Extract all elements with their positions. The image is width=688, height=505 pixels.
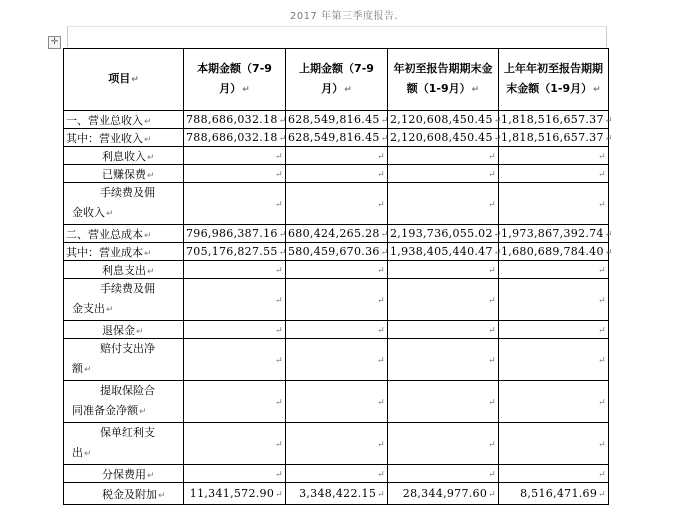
amount-value: 2,193,736,055.02 (390, 227, 493, 240)
amount-cell: 3,348,422.15↵ (286, 483, 388, 505)
amount-cell: ↵ (184, 321, 286, 339)
table-row (64, 225, 609, 243)
table-row (64, 381, 609, 423)
table-row (64, 183, 609, 225)
row-label-cell: 退保金↵ (64, 321, 184, 339)
amount-cell: 788,686,032.18↵ (184, 129, 286, 147)
amount-cell: 628,549,816.45↵ (286, 129, 388, 147)
amount-cell: ↵ (499, 381, 609, 423)
amount-cell: 1,818,516,657.37↵ (499, 111, 609, 129)
amount-cell: ↵ (184, 423, 286, 465)
amount-cell: 680,424,265.28↵ (286, 225, 388, 243)
row-label-cell (64, 423, 184, 465)
amount-value: 1,818,516,657.37 (501, 131, 604, 144)
amount-cell: 2,120,608,450.45↵ (388, 129, 499, 147)
amount-cell: ↵ (286, 339, 388, 381)
amount-cell: ↵ (184, 381, 286, 423)
move-handle-icon[interactable]: ✛ (48, 36, 61, 49)
row-label: 手续费及佣 (100, 282, 155, 295)
row-label: 利息支出 (102, 263, 146, 277)
amount-cell: ↵ (388, 147, 499, 165)
table-row (64, 165, 609, 183)
amount-cell: ↵ (286, 279, 388, 321)
amount-cell: 580,459,670.36↵ (286, 243, 388, 261)
amount-cell: ↵ (499, 423, 609, 465)
column-header: 项目↵ (64, 49, 184, 111)
amount-cell: ↵ (388, 165, 499, 183)
amount-cell: 1,680,689,784.40↵ (499, 243, 609, 261)
amount-cell: ↵ (388, 261, 499, 279)
table-row (64, 261, 609, 279)
row-label-cell: 利息收入↵ (64, 147, 184, 165)
document-header-title: 2017 年第三季度报告. (289, 11, 399, 22)
amount-cell: ↵ (388, 339, 499, 381)
table-row (64, 483, 609, 505)
amount-cell: ↵ (184, 183, 286, 225)
amount-value: 1,973,867,392.74 (501, 227, 604, 240)
table-row (64, 339, 609, 381)
amount-cell: ↵ (286, 321, 388, 339)
amount-cell: 796,986,387.16↵ (184, 225, 286, 243)
amount-cell: ↵ (286, 147, 388, 165)
amount-cell: ↵ (286, 261, 388, 279)
amount-cell: 705,176,827.55↵ (184, 243, 286, 261)
table-row (64, 321, 609, 339)
table-row (64, 147, 609, 165)
amount-cell: ↵ (499, 147, 609, 165)
row-label: 其中：营业成本 (66, 245, 143, 259)
amount-value: 1,818,516,657.37 (501, 113, 604, 126)
amount-cell: 1,818,516,657.37↵ (499, 129, 609, 147)
amount-cell: ↵ (388, 381, 499, 423)
amount-cell: ↵ (184, 339, 286, 381)
row-label: 金收入↵ (72, 206, 114, 219)
row-label: 退保金 (102, 323, 135, 337)
column-header: 上期金额（7-9 月）↵ (286, 49, 388, 111)
row-label: 金支出↵ (72, 302, 114, 315)
row-label-cell: 已赚保费↵ (64, 165, 184, 183)
amount-cell: ↵ (286, 465, 388, 483)
table-row (64, 111, 609, 129)
amount-cell: 2,193,736,055.02↵ (388, 225, 499, 243)
amount-cell: ↵ (388, 183, 499, 225)
amount-cell: ↵ (286, 165, 388, 183)
amount-cell: 8,516,471.69↵ (499, 483, 609, 505)
amount-value: 580,459,670.36 (288, 245, 380, 258)
column-header: 年初至报告期期末金额（1-9月）↵ (388, 49, 499, 111)
row-label: 一、营业总收入 (66, 113, 143, 127)
amount-value: 628,549,816.45 (288, 131, 380, 144)
amount-cell: ↵ (388, 321, 499, 339)
row-label-cell (64, 183, 184, 225)
amount-value: 796,986,387.16 (186, 227, 278, 240)
row-label: 分保费用 (102, 467, 146, 481)
row-label-cell (64, 381, 184, 423)
amount-cell: 1,973,867,392.74↵ (499, 225, 609, 243)
amount-value: 788,686,032.18 (186, 131, 278, 144)
amount-value: 628,549,816.45 (288, 113, 380, 126)
table-row (64, 243, 609, 261)
row-label: 保单红利支 (100, 426, 155, 439)
amount-value: 680,424,265.28 (288, 227, 380, 240)
row-label: 额↵ (72, 362, 92, 375)
amount-cell: ↵ (499, 261, 609, 279)
table-header-row (64, 49, 609, 111)
row-label: 手续费及佣 (100, 186, 155, 199)
amount-value: 28,344,977.60 (402, 487, 488, 500)
amount-cell: ↵ (499, 183, 609, 225)
amount-cell: 2,120,608,450.45↵ (388, 111, 499, 129)
amount-cell: 1,938,405,440.47↵ (388, 243, 499, 261)
amount-cell: ↵ (286, 423, 388, 465)
amount-value: 1,680,689,784.40 (501, 245, 604, 258)
row-label: 二、营业总成本 (66, 227, 143, 241)
row-label-cell: 利息支出↵ (64, 261, 184, 279)
row-label-cell: 其中：营业收入↵ (64, 129, 184, 147)
row-label: 提取保险合 (100, 384, 155, 397)
amount-cell: ↵ (499, 165, 609, 183)
income-statement-table (63, 48, 613, 505)
amount-value: 788,686,032.18 (186, 113, 278, 126)
amount-cell: ↵ (184, 147, 286, 165)
amount-cell: ↵ (184, 465, 286, 483)
column-header: 本期金额（7-9 月）↵ (184, 49, 286, 111)
row-label: 同准备金净额↵ (72, 404, 147, 417)
amount-cell: 628,549,816.45↵ (286, 111, 388, 129)
row-label-cell: 一、营业总收入↵ (64, 111, 184, 129)
table-row (64, 423, 609, 465)
amount-value: 1,938,405,440.47 (390, 245, 493, 258)
amount-value: 11,341,572.90 (189, 487, 275, 500)
amount-cell: 28,344,977.60↵ (388, 483, 499, 505)
amount-value: 2,120,608,450.45 (390, 131, 493, 144)
amount-value: 2,120,608,450.45 (390, 113, 493, 126)
amount-cell: ↵ (388, 465, 499, 483)
row-label-cell: 其中：营业成本↵ (64, 243, 184, 261)
row-label: 赔付支出净 (100, 342, 155, 355)
amount-cell: ↵ (499, 465, 609, 483)
amount-cell: 11,341,572.90↵ (184, 483, 286, 505)
row-label-cell: 分保费用↵ (64, 465, 184, 483)
amount-cell: ↵ (184, 279, 286, 321)
amount-value: 3,348,422.15 (299, 487, 377, 500)
row-label: 利息收入 (102, 149, 146, 163)
amount-cell: ↵ (499, 339, 609, 381)
table-row (64, 279, 609, 321)
amount-cell: ↵ (286, 381, 388, 423)
table-row (64, 465, 609, 483)
amount-cell: ↵ (286, 183, 388, 225)
amount-value: 8,516,471.69 (520, 487, 598, 500)
amount-cell: ↵ (184, 261, 286, 279)
amount-cell: ↵ (499, 321, 609, 339)
row-label-cell: 税金及附加↵ (64, 483, 184, 505)
table-row (64, 129, 609, 147)
row-label: 其中：营业收入 (66, 131, 143, 145)
column-header: 上年年初至报告期期末金额（1-9月）↵ (499, 49, 609, 111)
amount-cell: ↵ (388, 423, 499, 465)
row-label: 出↵ (72, 446, 92, 459)
amount-cell: ↵ (388, 279, 499, 321)
amount-cell: 788,686,032.18↵ (184, 111, 286, 129)
amount-cell: ↵ (184, 165, 286, 183)
header-frame (67, 26, 607, 47)
row-label: 税金及附加 (102, 487, 157, 501)
row-label-cell: 二、营业总成本↵ (64, 225, 184, 243)
amount-cell: ↵ (499, 279, 609, 321)
row-label-cell (64, 279, 184, 321)
row-label-cell (64, 339, 184, 381)
row-label: 已赚保费 (102, 167, 146, 181)
amount-value: 705,176,827.55 (186, 245, 278, 258)
